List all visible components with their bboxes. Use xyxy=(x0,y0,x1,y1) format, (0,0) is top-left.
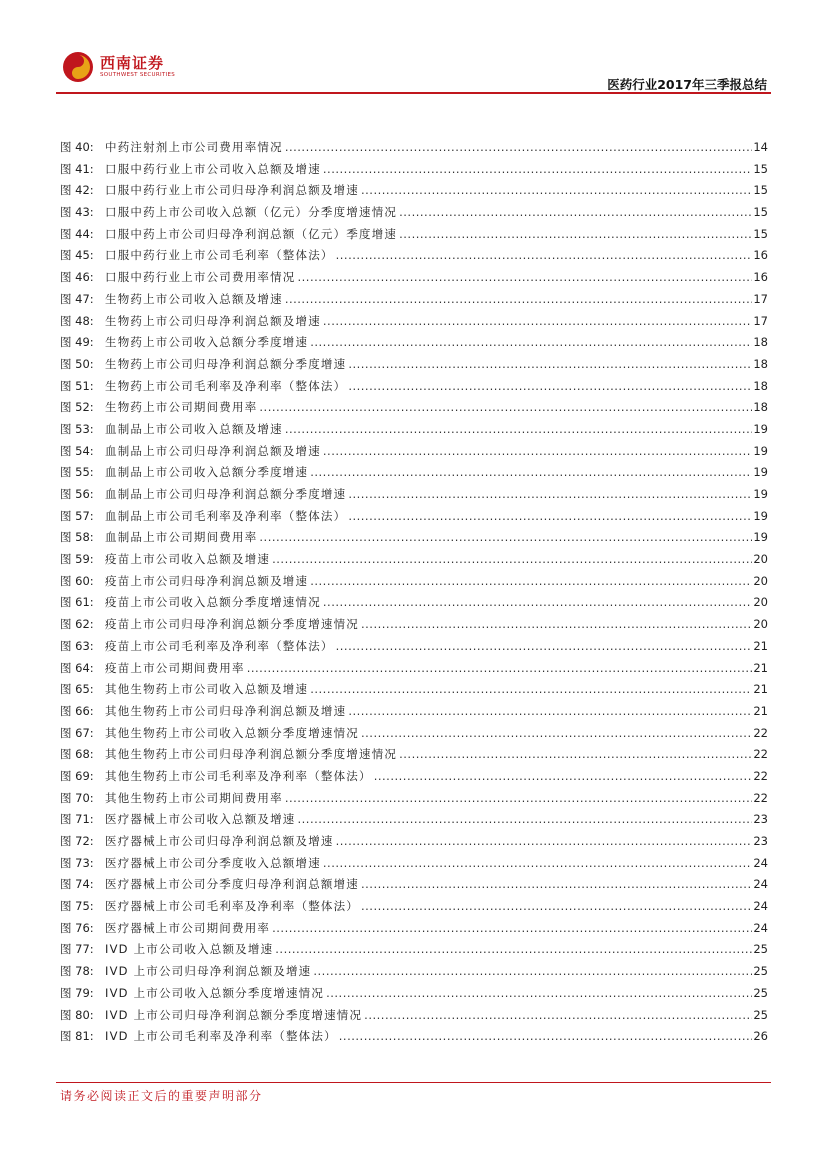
dot-leader xyxy=(272,552,752,566)
dot-leader xyxy=(272,921,752,935)
page-number: 19 xyxy=(753,465,768,480)
dot-leader xyxy=(323,444,752,458)
page-number: 21 xyxy=(753,682,768,697)
figure-title: 口服中药行业上市公司毛利率（整体法） xyxy=(105,248,334,263)
dot-leader xyxy=(361,877,752,891)
toc-entry[interactable] xyxy=(60,443,768,465)
page-number: 15 xyxy=(753,161,768,176)
figure-title: IVD 上市公司收入总额及增速 xyxy=(105,942,274,957)
dot-leader xyxy=(399,205,752,219)
toc-entry[interactable] xyxy=(60,898,768,920)
figure-number: 图 78: xyxy=(60,964,94,979)
figure-number: 图 52: xyxy=(60,400,94,415)
toc-entry[interactable] xyxy=(60,508,768,530)
page-number: 19 xyxy=(753,487,768,501)
figure-number: 图 63: xyxy=(60,638,94,653)
page-number: 18 xyxy=(753,378,768,393)
toc-entry[interactable] xyxy=(60,616,768,638)
header-divider xyxy=(56,92,771,94)
dot-leader xyxy=(348,379,752,393)
toc-entry[interactable] xyxy=(60,291,768,313)
dot-leader xyxy=(323,162,752,176)
figure-title: 其他生物药上市公司毛利率及净利率（整体法） xyxy=(105,768,372,783)
figure-title: 口服中药行业上市公司收入总额及增速 xyxy=(105,161,321,176)
toc-entry[interactable] xyxy=(60,399,768,421)
toc-entry[interactable] xyxy=(60,833,768,855)
dot-leader xyxy=(361,183,752,197)
toc-entry[interactable] xyxy=(60,551,768,573)
toc-entry[interactable] xyxy=(60,855,768,877)
toc-entry[interactable] xyxy=(60,941,768,963)
figure-index-list xyxy=(60,139,768,1050)
figure-number: 图 66: xyxy=(60,703,94,718)
page-number: 23 xyxy=(753,812,768,827)
page-number: 21 xyxy=(753,703,768,718)
dot-leader xyxy=(399,227,752,241)
page-number: 24 xyxy=(753,855,768,870)
figure-title: 血制品上市公司收入总额分季度增速 xyxy=(105,465,309,480)
dot-leader xyxy=(374,769,753,783)
toc-entry[interactable] xyxy=(60,486,768,508)
page-number: 17 xyxy=(753,313,768,328)
toc-entry[interactable] xyxy=(60,1007,768,1029)
dot-leader xyxy=(259,530,752,544)
report-title: 医药行业2017年三季报总结 xyxy=(607,77,767,92)
dot-leader xyxy=(361,726,752,740)
figure-title: 生物药上市公司归母净利润总额分季度增速 xyxy=(105,356,347,371)
toc-entry[interactable] xyxy=(60,920,768,942)
page-number: 22 xyxy=(753,725,768,740)
dot-leader xyxy=(348,357,752,371)
dot-leader xyxy=(310,465,752,479)
footer-divider xyxy=(56,1082,771,1083)
figure-number: 图 47: xyxy=(60,291,94,306)
dot-leader xyxy=(275,942,752,956)
figure-title: 其他生物药上市公司归母净利润总额分季度增速情况 xyxy=(105,747,398,762)
toc-entry[interactable] xyxy=(60,963,768,985)
figure-title: 口服中药上市公司收入总额（亿元）分季度增速情况 xyxy=(105,205,398,220)
dot-leader xyxy=(298,270,753,284)
dot-leader xyxy=(399,747,752,761)
page-number: 25 xyxy=(753,942,768,957)
figure-title: 口服中药行业上市公司费用率情况 xyxy=(105,270,296,285)
toc-entry[interactable] xyxy=(60,161,768,183)
figure-title: IVD 上市公司归母净利润总额分季度增速情况 xyxy=(105,1007,363,1022)
figure-number: 图 70: xyxy=(60,790,94,805)
page-number: 19 xyxy=(753,421,768,436)
figure-title: 疫苗上市公司归母净利润总额及增速 xyxy=(105,573,309,588)
figure-title: 口服中药行业上市公司归母净利润总额及增速 xyxy=(105,183,359,198)
toc-entry[interactable] xyxy=(60,139,768,161)
figure-title: 医疗器械上市公司收入总额及增速 xyxy=(105,812,296,827)
figure-number: 图 48: xyxy=(60,313,94,328)
toc-entry[interactable] xyxy=(60,421,768,443)
page-number: 20 xyxy=(753,552,768,567)
dot-leader xyxy=(361,617,752,631)
page-number: 17 xyxy=(753,291,768,306)
dot-leader xyxy=(247,661,753,675)
toc-entry[interactable] xyxy=(60,269,768,291)
toc-entry[interactable] xyxy=(60,334,768,356)
page-number: 15 xyxy=(753,226,768,241)
figure-title: 生物药上市公司收入总额及增速 xyxy=(105,291,283,306)
dot-leader xyxy=(336,834,753,848)
figure-title: 生物药上市公司毛利率及净利率（整体法） xyxy=(105,378,347,393)
toc-entry[interactable] xyxy=(60,247,768,269)
figure-number: 图 49: xyxy=(60,335,94,350)
page-number: 20 xyxy=(753,573,768,588)
figure-title: 医疗器械上市公司分季度收入总额增速 xyxy=(105,855,321,870)
figure-number: 图 43: xyxy=(60,205,94,220)
page-number: 25 xyxy=(753,964,768,979)
page-number: 22 xyxy=(753,790,768,805)
dot-leader xyxy=(298,812,753,826)
figure-title: 口服中药上市公司归母净利润总额（亿元）季度增速 xyxy=(105,226,398,241)
figure-number: 图 67: xyxy=(60,725,94,740)
page-number: 24 xyxy=(753,877,768,892)
page-number: 25 xyxy=(753,985,768,1000)
dot-leader xyxy=(336,639,753,653)
toc-entry[interactable] xyxy=(60,529,768,551)
figure-number: 图 55: xyxy=(60,465,94,480)
figure-number: 图 71: xyxy=(60,812,94,827)
logo-company-name-cn: 西南证券 xyxy=(100,54,165,72)
figure-title: 疫苗上市公司收入总额及增速 xyxy=(105,552,271,567)
page-number: 25 xyxy=(753,1007,768,1022)
toc-entry[interactable] xyxy=(60,378,768,400)
dot-leader xyxy=(310,574,752,588)
figure-title: 其他生物药上市公司收入总额及增速 xyxy=(105,682,309,697)
page-header xyxy=(56,44,771,94)
figure-title: 疫苗上市公司毛利率及净利率（整体法） xyxy=(105,638,334,653)
figure-title: 疫苗上市公司归母净利润总额分季度增速情况 xyxy=(105,617,359,632)
toc-entry[interactable] xyxy=(60,182,768,204)
figure-title: 中药注射剂上市公司费用率情况 xyxy=(105,140,283,154)
page-number: 18 xyxy=(753,335,768,350)
dot-leader xyxy=(313,964,752,978)
dot-leader xyxy=(285,791,753,805)
dot-leader xyxy=(326,986,752,1000)
page-number: 22 xyxy=(753,768,768,783)
figure-number: 图 68: xyxy=(60,747,94,762)
figure-number: 图 69: xyxy=(60,768,94,783)
figure-number: 图 57: xyxy=(60,508,94,523)
figure-number: 图 62: xyxy=(60,617,94,632)
logo-company-name-en: SOUTHWEST SECURITIES xyxy=(100,72,176,78)
toc-entry[interactable] xyxy=(60,313,768,335)
figure-title: 生物药上市公司期间费用率 xyxy=(105,400,258,415)
toc-entry[interactable] xyxy=(60,464,768,486)
figure-title: 血制品上市公司毛利率及净利率（整体法） xyxy=(105,508,347,523)
figure-title: 血制品上市公司归母净利润总额及增速 xyxy=(105,443,321,458)
page-number: 16 xyxy=(753,248,768,263)
figure-title: 血制品上市公司收入总额及增速 xyxy=(105,421,283,436)
figure-number: 图 40: xyxy=(60,140,94,154)
page-number: 16 xyxy=(753,270,768,285)
dot-leader xyxy=(310,335,752,349)
toc-entry[interactable] xyxy=(60,204,768,226)
figure-number: 图 77: xyxy=(60,942,94,957)
figure-number: 图 42: xyxy=(60,183,94,198)
page-number: 26 xyxy=(753,1029,768,1044)
figure-title: IVD 上市公司收入总额分季度增速情况 xyxy=(105,985,325,1000)
page-number: 18 xyxy=(753,400,768,415)
dot-leader xyxy=(323,856,752,870)
toc-entry[interactable] xyxy=(60,356,768,378)
figure-title: 医疗器械上市公司归母净利润总额及增速 xyxy=(105,834,334,848)
figure-number: 图 45: xyxy=(60,248,94,263)
figure-title: IVD 上市公司毛利率及净利率（整体法） xyxy=(105,1029,337,1044)
toc-entry[interactable] xyxy=(60,746,768,768)
page-number: 15 xyxy=(753,205,768,220)
dot-leader xyxy=(285,140,753,154)
figure-title: 医疗器械上市公司分季度归母净利润总额增速 xyxy=(105,877,359,892)
figure-number: 图 59: xyxy=(60,552,94,567)
figure-number: 图 56: xyxy=(60,487,94,501)
figure-number: 图 50: xyxy=(60,356,94,371)
page-number: 18 xyxy=(753,356,768,371)
figure-number: 图 75: xyxy=(60,899,94,914)
toc-entry[interactable] xyxy=(60,876,768,898)
toc-entry[interactable] xyxy=(60,573,768,595)
figure-title: 疫苗上市公司期间费用率 xyxy=(105,660,245,675)
figure-number: 图 46: xyxy=(60,270,94,285)
page-number: 24 xyxy=(753,920,768,935)
page-number: 15 xyxy=(753,183,768,198)
figure-title: 其他生物药上市公司期间费用率 xyxy=(105,790,283,805)
page-number: 20 xyxy=(753,617,768,632)
dot-leader xyxy=(336,248,753,262)
toc-entry[interactable] xyxy=(60,226,768,248)
figure-title: 生物药上市公司归母净利润总额及增速 xyxy=(105,313,321,328)
figure-number: 图 41: xyxy=(60,161,94,176)
figure-number: 图 65: xyxy=(60,682,94,697)
figure-number: 图 72: xyxy=(60,834,94,848)
figure-title: 其他生物药上市公司收入总额分季度增速情况 xyxy=(105,725,359,740)
dot-leader xyxy=(364,1008,752,1022)
dot-leader xyxy=(348,704,752,718)
toc-entry[interactable] xyxy=(60,725,768,747)
page-number: 14 xyxy=(753,140,768,154)
page-number: 21 xyxy=(753,660,768,675)
figure-title: 血制品上市公司期间费用率 xyxy=(105,530,258,545)
figure-title: 其他生物药上市公司归母净利润总额及增速 xyxy=(105,703,347,718)
dot-leader xyxy=(285,422,753,436)
page-number: 20 xyxy=(753,595,768,610)
figure-number: 图 73: xyxy=(60,855,94,870)
footer-disclaimer: 请务必阅读正文后的重要声明部分 xyxy=(60,1089,263,1103)
toc-entry[interactable] xyxy=(60,660,768,682)
toc-entry[interactable] xyxy=(60,790,768,812)
figure-number: 图 51: xyxy=(60,378,94,393)
figure-number: 图 79: xyxy=(60,985,94,1000)
toc-entry[interactable] xyxy=(60,638,768,660)
figure-title: 医疗器械上市公司毛利率及净利率（整体法） xyxy=(105,899,359,914)
toc-entry[interactable] xyxy=(60,594,768,616)
figure-number: 图 60: xyxy=(60,573,94,588)
figure-number: 图 54: xyxy=(60,443,94,458)
figure-title: 血制品上市公司归母净利润总额分季度增速 xyxy=(105,487,347,501)
dot-leader xyxy=(348,509,752,523)
dot-leader xyxy=(323,314,752,328)
page-number: 19 xyxy=(753,530,768,545)
figure-number: 图 81: xyxy=(60,1029,94,1044)
page-number: 19 xyxy=(753,443,768,458)
figure-number: 图 53: xyxy=(60,421,94,436)
dot-leader xyxy=(310,682,752,696)
figure-number: 图 64: xyxy=(60,660,94,675)
figure-number: 图 61: xyxy=(60,595,94,610)
logo-emblem-icon xyxy=(62,51,94,83)
toc-entry[interactable] xyxy=(60,811,768,833)
page-number: 19 xyxy=(753,508,768,523)
figure-title: 疫苗上市公司收入总额分季度增速情况 xyxy=(105,595,321,610)
toc-entry[interactable] xyxy=(60,703,768,725)
page-number: 21 xyxy=(753,638,768,653)
company-logo xyxy=(62,50,175,84)
page-number: 22 xyxy=(753,747,768,762)
dot-leader xyxy=(348,487,752,501)
page-number: 24 xyxy=(753,899,768,914)
toc-entry[interactable] xyxy=(60,681,768,703)
dot-leader xyxy=(361,899,752,913)
figure-number: 图 76: xyxy=(60,920,94,935)
figure-number: 图 74: xyxy=(60,877,94,892)
dot-leader xyxy=(323,595,752,609)
figure-number: 图 80: xyxy=(60,1007,94,1022)
figure-number: 图 58: xyxy=(60,530,94,545)
dot-leader xyxy=(259,400,752,414)
figure-title: IVD 上市公司归母净利润总额及增速 xyxy=(105,964,312,979)
toc-entry[interactable] xyxy=(60,985,768,1007)
figure-title: 生物药上市公司收入总额分季度增速 xyxy=(105,335,309,350)
dot-leader xyxy=(285,292,753,306)
figure-number: 图 44: xyxy=(60,226,94,241)
dot-leader xyxy=(339,1029,753,1043)
toc-entry[interactable] xyxy=(60,1028,768,1050)
figure-title: 医疗器械上市公司期间费用率 xyxy=(105,920,271,935)
toc-entry[interactable] xyxy=(60,768,768,790)
page-number: 23 xyxy=(753,834,768,848)
